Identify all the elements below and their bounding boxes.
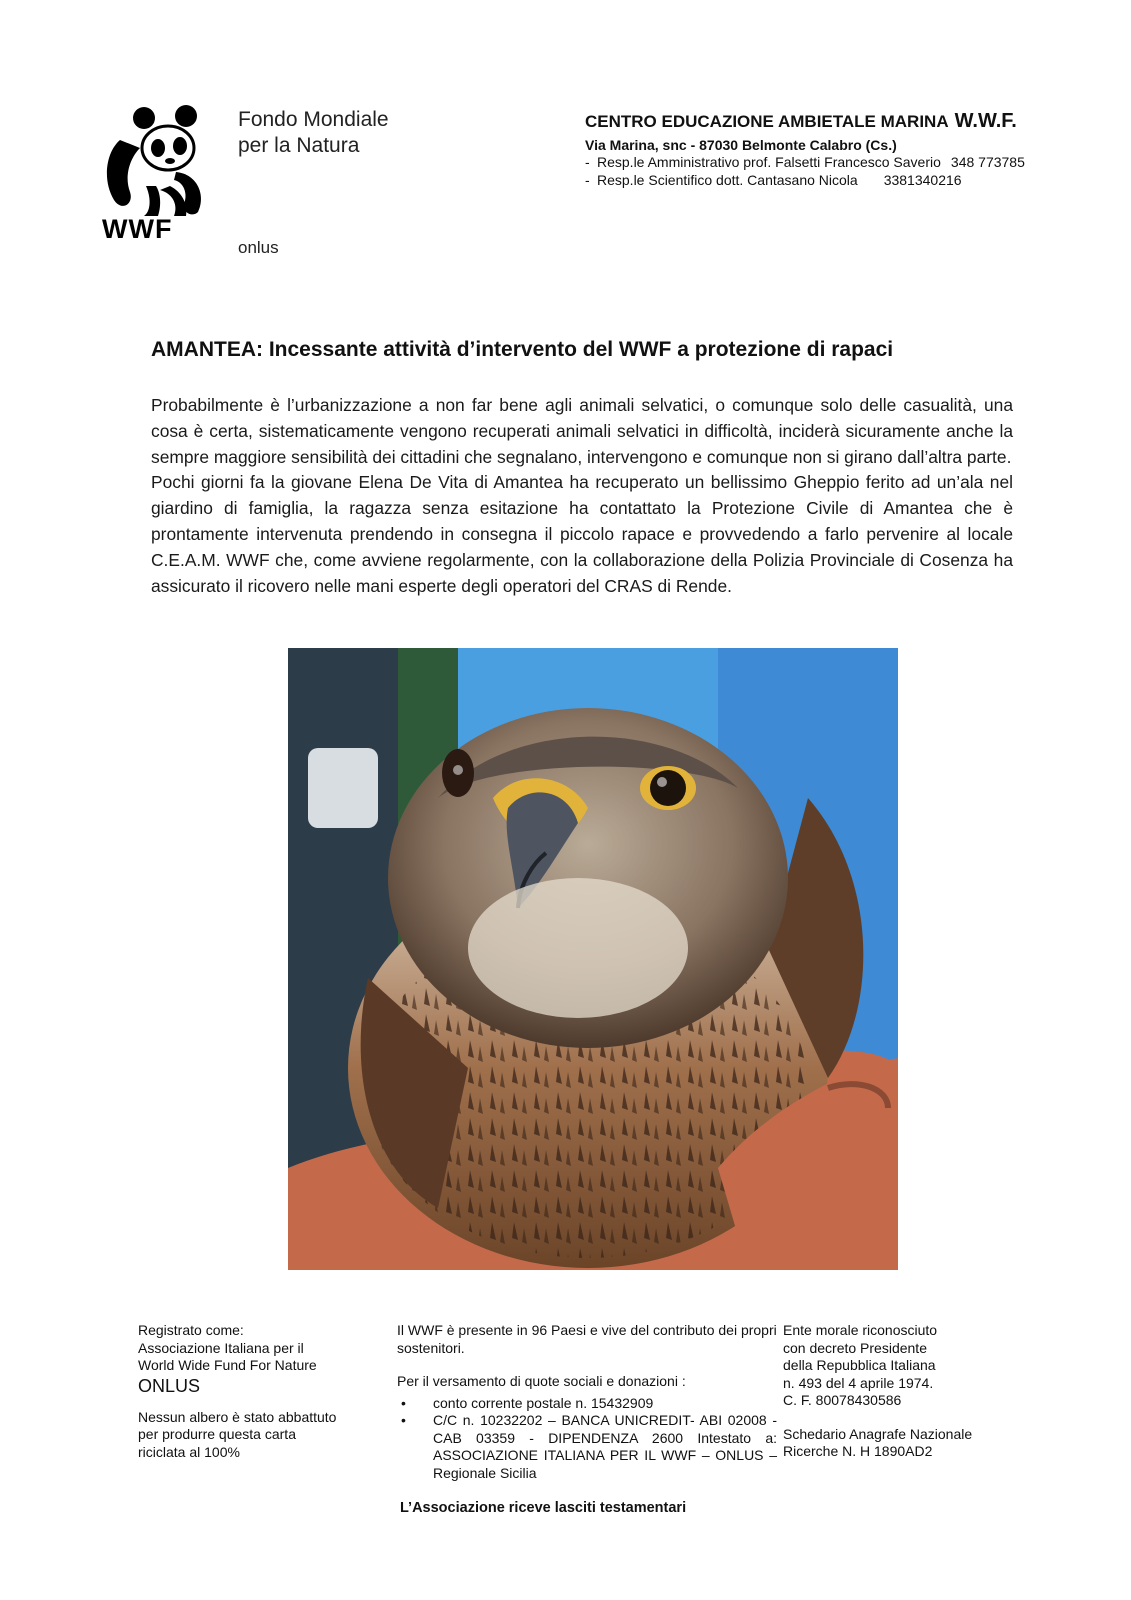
footer-left-line-1: Registrato come: [138,1322,244,1338]
org-name-line-1: Fondo Mondiale [238,108,389,131]
article-paragraph-2: Pochi giorni fa la giovane Elena De Vita di Amantea ha recuperato un bellissimo Gheppio ferito ad un’ala nel giardino di famiglia, la ragazza senza esitazione ha contattato la Protezione Civile di Amantea che è prontamente intervenuta prendendo in consegna il piccolo rapace e provvedendo a farlo pervenire al locale C.E.A.M. WWF che, come avviene regolarmente, con la collaborazione della Polizia Provinciale di Cosenza ha assicurato il ricovero nelle mani esperte degli operatori del CRAS di Rende. [151,472,1013,596]
footer-right-line-1: Ente morale riconosciuto [783,1322,938,1338]
svg-text:®: ® [192,199,198,208]
onlus-label: onlus [238,238,279,257]
footer-left-onlus: ONLUS [138,1375,201,1396]
footer-right-line-6: Schedario Anagrafe Nazionale [783,1425,973,1442]
footer-left-line-2: Associazione Italiana per il [138,1339,304,1356]
article-headline: AMANTEA: Incessante attività d’intervento del WWF a protezione di rapaci [151,338,894,361]
article-body [151,393,1013,599]
footer-left-note-2: per produrre questa carta [138,1426,296,1442]
footer-donations [397,1322,777,1482]
center-title [585,110,1075,133]
organization-name [238,107,389,159]
logo-wordmark: WWF [102,214,173,240]
responsible-scientific-name: Resp.le Scientifico dott. Cantasano Nicola [597,172,858,188]
footer-left-note-3: riciclata al 100% [138,1443,240,1460]
footer-mid-intro: Il WWF è presente in 96 Paesi e vive del contributo dei propri sostenitori. [397,1322,777,1356]
responsible-admin-name: Resp.le Amministrativo prof. Falsetti Francesco Saverio [597,154,941,170]
wwf-panda-logo [100,100,210,240]
footer-right-line-7: Ricerche N. H 1890AD2 [783,1443,933,1459]
center-contact-block [585,110,1075,189]
responsible-admin-phone: 348 773785 [950,154,1025,170]
responsible-scientific: - Resp.le Scientifico dott. Cantasano Nicola 3381340216 [585,172,962,188]
footer-payment-item-1: • conto corrente postale n. 15432909 [433,1395,777,1413]
center-title-text: CENTRO EDUCAZIONE AMBIETALE MARINA [585,112,949,131]
footer-payment-item-2: • C/C n. 10232202 – BANCA UNICREDIT- ABI 02008 - CAB 03359 - DIPENDENZA 2600 Intestato a: ASSOCIAZIONE ITALIANA PER IL WWF – ONLUS – Regionale Sicilia [433,1412,777,1482]
footer-mid-payment-intro: Per il versamento di quote sociali e donazioni : [397,1373,686,1389]
footer-right-line-2: con decreto Presidente [783,1339,927,1356]
responsible-admin: - Resp.le Amministrativo prof. Falsetti Francesco Saverio 348 773785 [585,154,1025,170]
article-paragraph-1: Probabilmente è l’urbanizzazione a non far bene agli animali selvatici, o comunque solo delle casualità, una cosa è certa, sistematicamente vengono recuperati animali selvatici in difficoltà, inciderà sicuramente anche la sempre maggiore sensibilità dei cittadini che segnalano, intervengono e comunque non si girano dall’altra parte. [151,395,1013,467]
footer-payment-list [397,1395,777,1483]
footer-right-line-5: C. F. 80078430586 [783,1392,902,1408]
org-name-line-2: per la Natura [238,134,360,157]
center-address: Via Marina, snc - 87030 Belmonte Calabro (Cs.) [585,137,897,153]
svg-text:©: © [114,185,120,194]
footer-registration [138,1322,378,1461]
footer-legal [783,1322,1023,1461]
center-title-wwf: W.W.F. [954,110,1017,132]
footer-right-line-3: della Repubblica Italiana [783,1357,936,1373]
responsible-scientific-phone: 3381340216 [883,172,962,188]
footer-left-line-3: World Wide Fund For Nature [138,1357,317,1373]
footer-right-line-4: n. 493 del 4 aprile 1974. [783,1374,934,1391]
kestrel-photo [288,648,898,1270]
footer-left-note-1: Nessun albero è stato abbattuto [138,1408,337,1425]
footer-legacy-note: L’Associazione riceve lasciti testamentari [400,1500,687,1516]
